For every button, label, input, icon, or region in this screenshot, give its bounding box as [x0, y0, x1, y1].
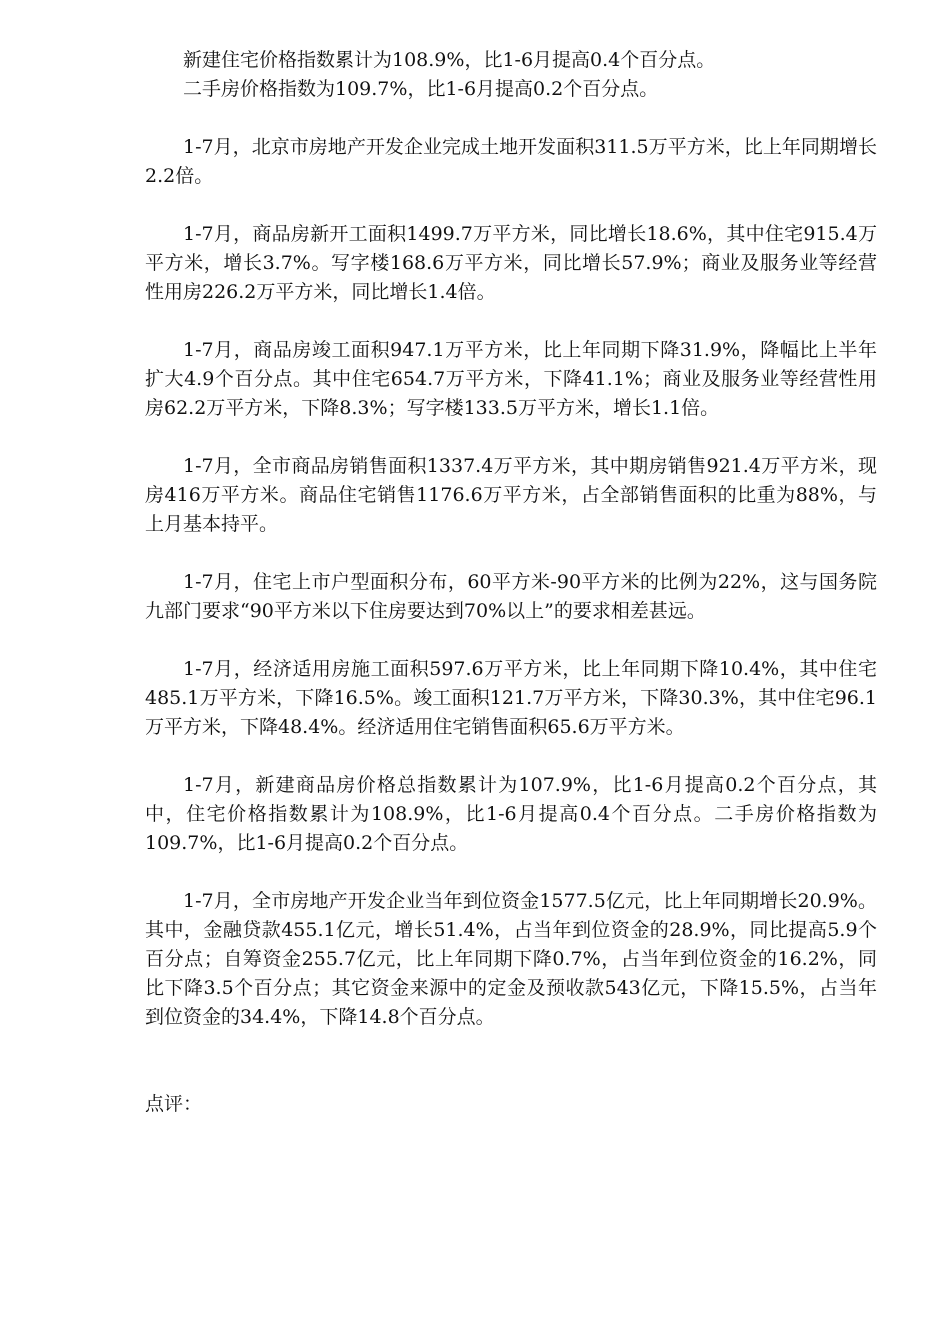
paragraph-sales-area: 1-7月，全市商品房销售面积1337.4万平方米，其中期房销售921.4万平方米，现房416万平方米。商品住宅销售1176.6万平方米，占全部销售面积的比重为88%，与上月基本持平。: [145, 455, 877, 535]
document-body: [145, 46, 877, 1119]
paragraph-price-index: 1-7月，新建商品房价格总指数累计为107.9%，比1-6月提高0.2个百分点，其中，住宅价格指数累计为108.9%，比1-6月提高0.4个百分点。二手房价格指数为109.7%，比1-6月提高0.2个百分点。: [145, 774, 877, 854]
comment-label: 点评：: [145, 1093, 203, 1115]
paragraph-new-construction: 1-7月，商品房新开工面积1499.7万平方米，同比增长18.6%，其中住宅915.4万平方米，增长3.7%。写字楼168.6万平方米，同比增长57.9%；商业及服务业等经营性用房226.2万平方米，同比增长1.4倍。: [145, 223, 877, 303]
paragraph-completion-area: 1-7月，商品房竣工面积947.1万平方米，比上年同期下降31.9%，降幅比上半年扩大4.9个百分点。其中住宅654.7万平方米，下降41.1%；商业及服务业等经营性用房62.2万平方米，下降8.3%；写字楼133.5万平方米，增长1.1倍。: [145, 339, 877, 419]
paragraph-land-development: 1-7月，北京市房地产开发企业完成土地开发面积311.5万平方米，比上年同期增长2.2倍。: [145, 136, 877, 187]
paragraph-unit-size-distribution: 1-7月，住宅上市户型面积分布，60平方米-90平方米的比例为22%，这与国务院九部门要求“90平方米以下住房要达到70%以上”的要求相差甚远。: [145, 571, 877, 622]
paragraph-new-housing-index: 新建住宅价格指数累计为108.9%，比1-6月提高0.4个百分点。: [183, 49, 716, 71]
paragraph-funding: 1-7月，全市房地产开发企业当年到位资金1577.5亿元，比上年同期增长20.9%。其中，金融贷款455.1亿元，增长51.4%，占当年到位资金的28.9%，同比提高5.9个百分点；自筹资金255.7亿元，比上年同期下降0.7%，占当年到位资金的16.2%，同比下降3.5个百分点；其它资金来源中的定金及预收款543亿元，下降15.5%，占当年到位资金的34.4%，下降14.8个百分点。: [145, 890, 877, 1028]
paragraph-second-hand-index: 二手房价格指数为109.7%，比1-6月提高0.2个百分点。: [183, 78, 659, 100]
paragraph-affordable-housing: 1-7月，经济适用房施工面积597.6万平方米，比上年同期下降10.4%，其中住宅485.1万平方米，下降16.5%。竣工面积121.7万平方米，下降30.3%，其中住宅96.1万平方米，下降48.4%。经济适用住宅销售面积65.6万平方米。: [145, 658, 877, 738]
